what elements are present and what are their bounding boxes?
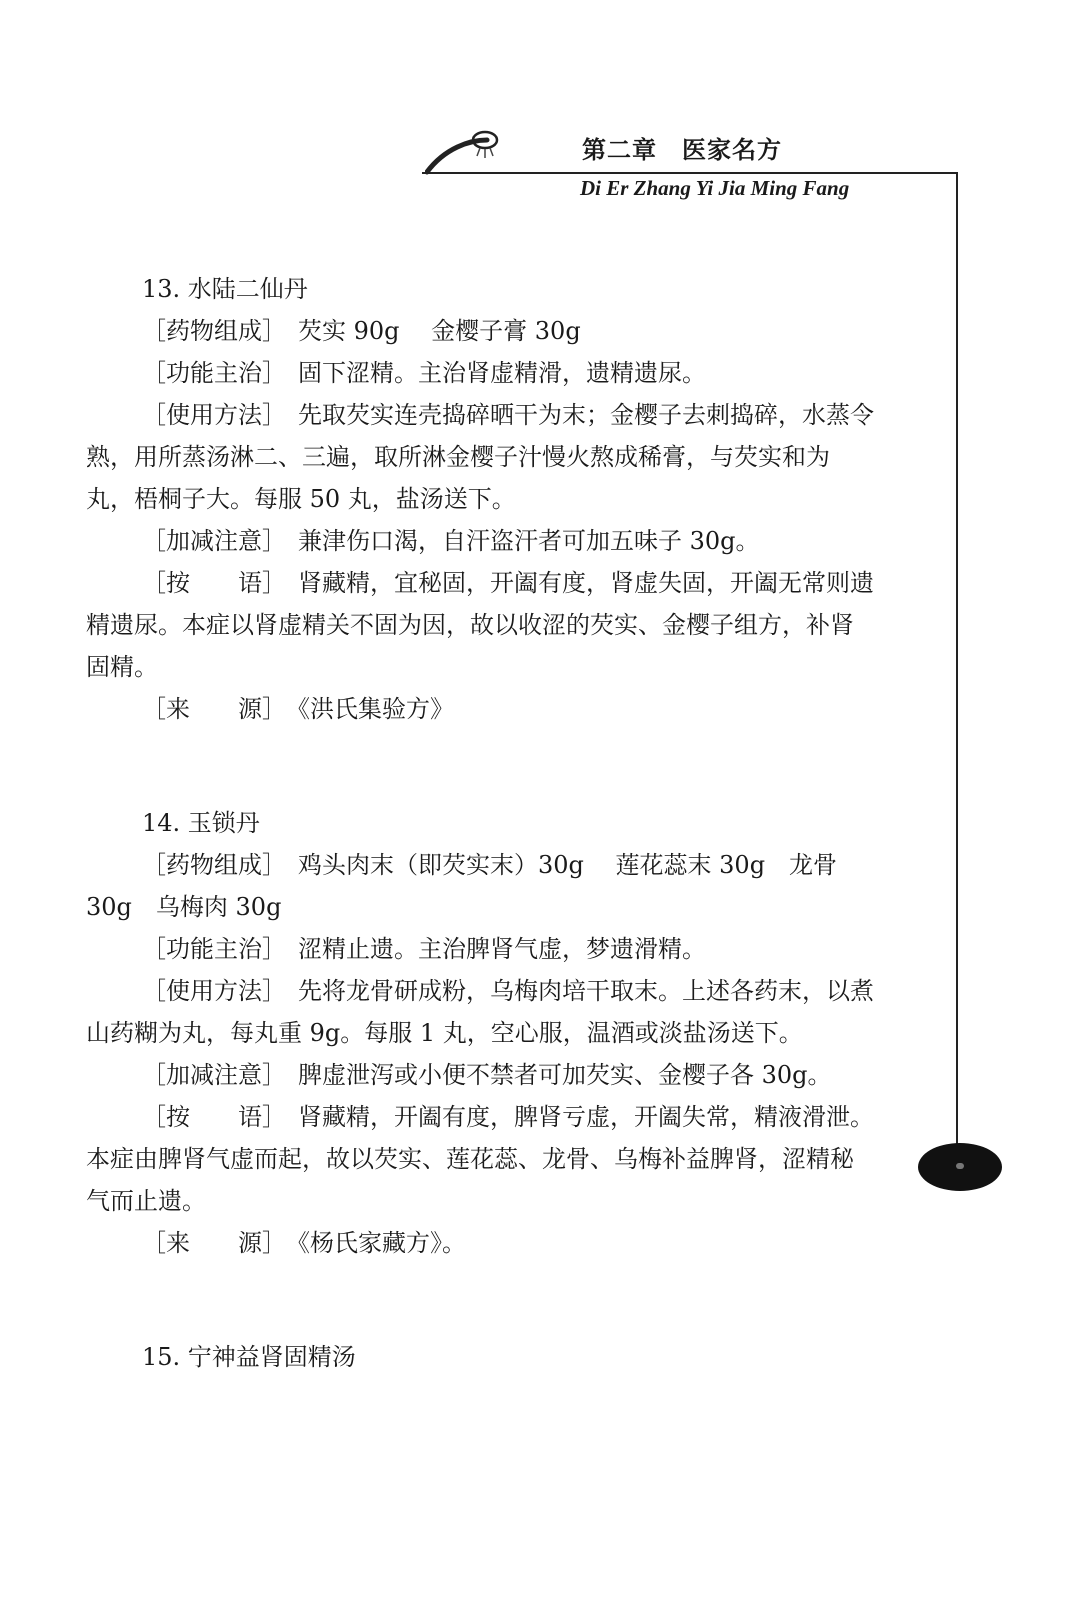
recipe-item (86, 1222, 876, 1264)
chapter-title-en: Di Er Zhang Yi Jia Ming Fang (580, 176, 850, 200)
item-label: ［加减注意］ (142, 527, 274, 555)
item-text: 《洪氏集验方》 (274, 695, 454, 723)
chapter-title-cn: 第二章 医家名方 (582, 136, 782, 164)
recipe-item (86, 562, 876, 688)
recipe-item (86, 688, 876, 730)
recipe-item (86, 520, 876, 562)
item-text: 脾虚泄泻或小便不禁者可加芡实、金樱子各 30g。 (274, 1061, 832, 1089)
item-label: ［药物组成］ (142, 851, 274, 879)
item-text: 肾藏精，开阖有度，脾肾亏虚，开阖失常，精液滑泄。本症由脾肾气虚而起，故以芡实、莲花蕊、龙骨、乌梅补益脾肾，涩精秘气而止遗。 (86, 1103, 874, 1215)
recipe-item (86, 1096, 876, 1222)
recipe-item (86, 928, 876, 970)
page-body (86, 268, 876, 1378)
recipe-item (86, 970, 876, 1054)
item-label: ［来 源］ (142, 1229, 274, 1257)
recipe-item (86, 844, 876, 928)
item-label: ［来 源］ (142, 695, 274, 723)
margin-rule (956, 172, 958, 1152)
recipe-item (86, 310, 876, 352)
item-text: 鸡头肉末（即芡实末）30g 莲花蕊末 30g 龙骨 30g 乌梅肉 30g (86, 851, 838, 921)
recipe-item (86, 1054, 876, 1096)
item-text: 固下涩精。主治肾虚精滑，遗精遗尿。 (274, 359, 706, 387)
item-text: 先取芡实连壳捣碎晒干为末；金樱子去刺捣碎，水蒸令熟，用所蒸汤淋二、三遍，取所淋金樱子汁慢火熬成稀膏，与芡实和为丸，梧桐子大。每服 50 丸，盐汤送下。 (86, 401, 874, 513)
recipe-item (86, 394, 876, 520)
thumb-tab (918, 1143, 1002, 1191)
item-text: 肾藏精，宜秘固，开阖有度，肾虚失固，开阖无常则遗精遗尿。本症以肾虚精关不固为因，故以收涩的芡实、金樱子组方，补肾固精。 (86, 569, 874, 681)
item-label: ［药物组成］ (142, 317, 274, 345)
item-text: 《杨氏家藏方》。 (274, 1229, 466, 1257)
item-label: ［功能主治］ (142, 935, 274, 963)
item-text: 涩精止遗。主治脾肾气虚，梦遗滑精。 (274, 935, 706, 963)
item-label: ［按 语］ (142, 569, 274, 597)
item-label: ［功能主治］ (142, 359, 274, 387)
recipe-13 (86, 268, 876, 730)
recipe-item (86, 352, 876, 394)
item-label: ［使用方法］ (142, 401, 274, 429)
item-label: ［使用方法］ (142, 977, 274, 1005)
recipe-title: 15. 宁神益肾固精汤 (142, 1343, 356, 1371)
header-rule (422, 172, 958, 174)
item-label: ［按 语］ (142, 1103, 274, 1131)
item-text: 兼津伤口渴，自汗盗汗者可加五味子 30g。 (274, 527, 760, 555)
recipe-15 (86, 1336, 876, 1378)
item-text: 芡实 90g 金樱子膏 30g (274, 317, 581, 345)
item-label: ［加减注意］ (142, 1061, 274, 1089)
section-gap (86, 1264, 876, 1336)
recipe-title: 13. 水陆二仙丹 (142, 275, 308, 303)
recipe-14 (86, 802, 876, 1264)
recipe-title: 14. 玉锁丹 (142, 809, 260, 837)
section-gap (86, 730, 876, 802)
lamp-ornament-icon (425, 128, 535, 178)
item-text: 先将龙骨研成粉，乌梅肉培干取末。上述各药末，以煮山药糊为丸，每丸重 9g。每服 1 丸，空心服，温酒或淡盐汤送下。 (86, 977, 874, 1047)
